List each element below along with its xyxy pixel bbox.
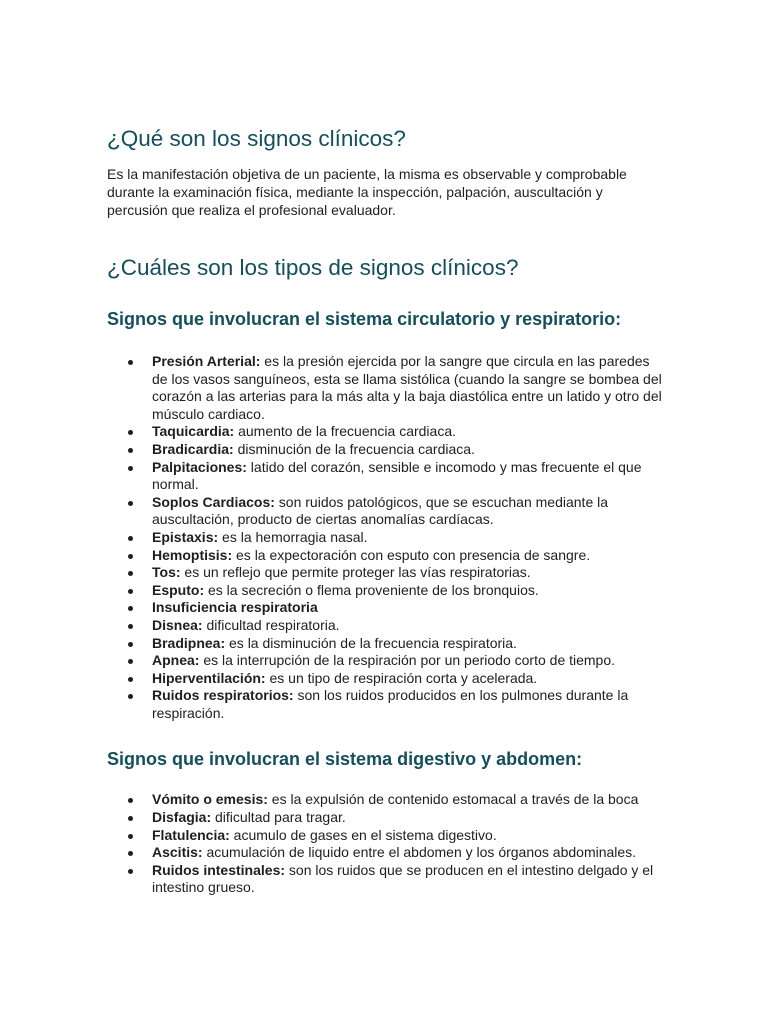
definition: es la disminución de la frecuencia respiratoria. [225, 634, 517, 651]
term: Palpitaciones: [152, 458, 247, 475]
list-item [152, 862, 667, 897]
definition: es la expulsión de contenido estomacal a través de la boca [267, 791, 639, 808]
definition: es la expectoración con esputo con presencia de sangre. [232, 546, 591, 563]
term: Tos: [152, 564, 181, 581]
definition: latido del corazón, sensible e incomodo y mas frecuente el que normal. [152, 458, 642, 493]
document-page [107, 124, 667, 897]
term: Disfagia: [152, 809, 212, 826]
term: Insuficiencia respiratoria [152, 599, 318, 616]
definition: son los ruidos producidos en los pulmones durante la respiración. [152, 687, 629, 721]
list-item [152, 582, 667, 600]
term: Soplos Cardiacos: [152, 493, 275, 510]
list-item [152, 670, 667, 688]
list-item [152, 547, 667, 565]
definition: aumento de la frecuencia cardiaca. [234, 423, 457, 440]
definition: dificultad respiratoria. [202, 616, 340, 633]
list-item [152, 791, 667, 809]
list-item [152, 827, 667, 845]
list-item [152, 844, 667, 862]
term: Ruidos respiratorios: [152, 687, 294, 704]
list-item [152, 441, 667, 459]
section-title-types: ¿Cuáles son los tipos de signos clínicos? [107, 255, 519, 280]
list-item [152, 617, 667, 635]
list-item [152, 459, 667, 494]
circulatory-heading: Signos que involucran el sistema circulatorio y respiratorio: [107, 309, 622, 329]
list-item [152, 353, 667, 423]
term: Epistaxis: [152, 528, 219, 545]
list-item [152, 809, 667, 827]
term: Ascitis: [152, 844, 203, 861]
list-item [152, 529, 667, 547]
digestive-heading: Signos que involucran el sistema digestivo y abdomen: [107, 749, 583, 770]
term: Taquicardia: [152, 423, 235, 440]
intro-paragraph: Es la manifestación objetiva de un paciente, la misma es observable y comprobable durante la examinación física, mediante la inspección, palpación, auscultación y percusión que realiza el profesional evaluador. [107, 166, 627, 218]
list-item [152, 635, 667, 653]
list-item [152, 599, 667, 617]
definition: disminución de la frecuencia cardiaca. [233, 440, 475, 457]
term: Vómito o emesis: [152, 791, 268, 808]
term: Ruidos intestinales: [152, 861, 286, 878]
list-item [152, 423, 667, 441]
definition: es la hemorragia nasal. [218, 528, 368, 545]
definition: es la interrupción de la respiración por un periodo corto de tiempo. [199, 652, 616, 669]
term: Bradipnea: [152, 634, 226, 651]
circulatory-list [107, 353, 667, 722]
definition: es la presión ejercida por la sangre que circula en las paredes de los vasos sanguíneos, esta se llama sistólica (cuando la sangre se bombea del corazón a las arterias para la más alta y la baja diastólica entre un latido y otro del músculo cardiaco. [152, 353, 662, 422]
section-title-what: ¿Qué son los signos clínicos? [107, 126, 406, 151]
definition: acumulación de liquido entre el abdomen y los órganos abdominales. [202, 844, 637, 861]
term: Presión Arterial: [152, 353, 261, 369]
definition: es un tipo de respiración corta y acelerada. [265, 669, 538, 686]
definition: son los ruidos que se producen en el intestino delgado y el intestino grueso. [152, 861, 654, 896]
term: Bradicardia: [152, 440, 234, 457]
list-item [152, 652, 667, 670]
term: Hemoptisis: [152, 546, 233, 563]
list-item [152, 564, 667, 582]
list-item [152, 687, 667, 722]
term: Hiperventilación: [152, 669, 266, 686]
definition: es un reflejo que permite proteger las vías respiratorias. [180, 564, 531, 581]
term: Apnea: [152, 652, 200, 669]
term: Disnea: [152, 616, 203, 633]
term: Esputo: [152, 581, 205, 598]
definition: dificultad para tragar. [211, 809, 346, 826]
list-item [152, 494, 667, 529]
definition: son ruidos patológicos, que se escuchan mediante la auscultación, producto de ciertas anomalías cardíacas. [152, 493, 609, 528]
digestive-list [107, 791, 667, 897]
definition: es la secreción o flema proveniente de los bronquios. [204, 581, 539, 598]
definition: acumulo de gases en el sistema digestivo. [229, 826, 497, 843]
term: Flatulencia: [152, 826, 230, 843]
